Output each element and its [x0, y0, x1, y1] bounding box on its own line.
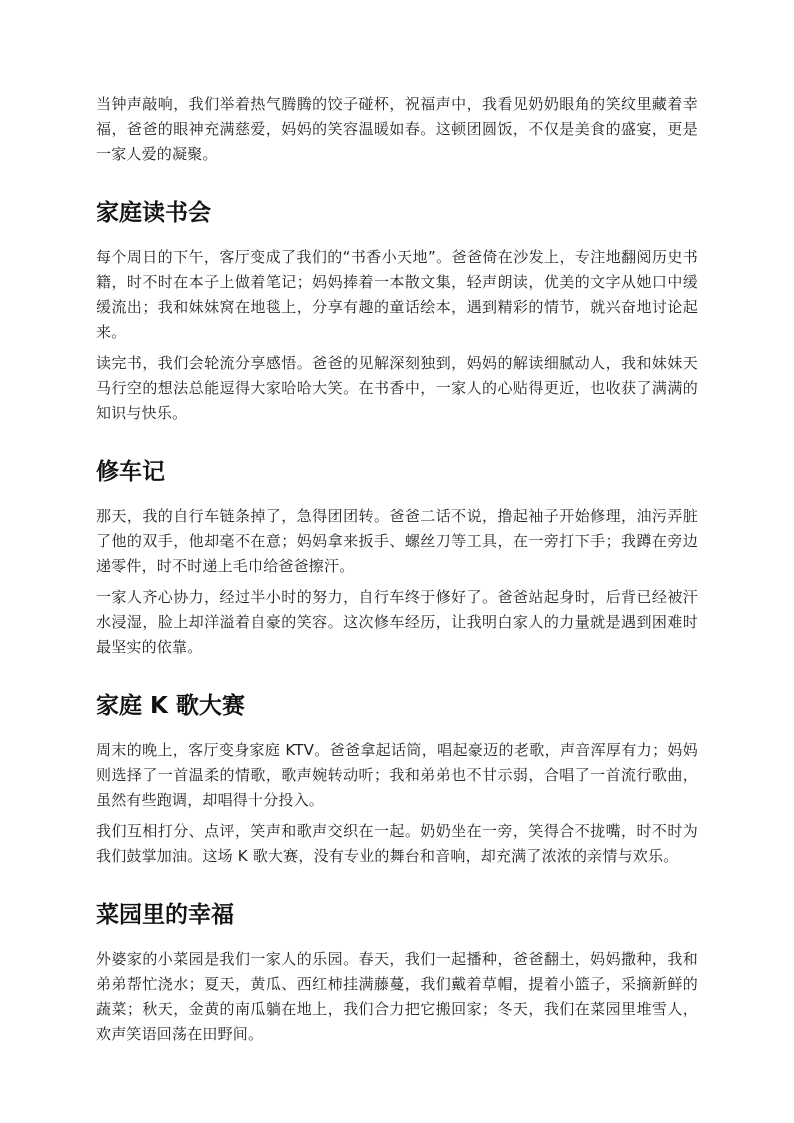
section-paragraph: 外婆家的小菜园是我们一家人的乐园。春天，我们一起播种，爸爸翻土，妈妈撒种，我和弟弟帮忙浇水；夏天，黄瓜、西红柿挂满藤蔓，我们戴着草帽，提着小篮子，采摘新鲜的蔬菜；秋天，金黄的南瓜躺在地上，我们合力把它搬回家；冬天，我们在菜园里堆雪人，欢声笑语回荡在田野间。 — [96, 950, 698, 1043]
section-heading: 家庭 K 歌大赛 — [96, 693, 245, 719]
section-paragraph: 我们互相打分、点评，笑声和歌声交织在一起。奶奶坐在一旁，笑得合不拢嘴，时不时为我们鼓掌加油。这场 K 歌大赛，没有专业的舞台和音响，却充满了浓浓的亲情与欢乐。 — [96, 822, 698, 865]
section-paragraph: 每个周日的下午，客厅变成了我们的“书香小天地”。爸爸倚在沙发上，专注地翻阅历史书籍，时不时在本子上做着笔记；妈妈捧着一本散文集，轻声朗读，优美的文字从她口中缓缓流出；我和妹妹窝在地毯上，分享有趣的童话绘本，遇到精彩的情节，就兴奋地讨论起来。 — [96, 248, 698, 341]
section-paragraph: 一家人齐心协力，经过半小时的努力，自行车终于修好了。爸爸站起身时，后背已经被汗水浸湿，脸上却洋溢着自豪的笑容。这次修车经历，让我明白家人的力量就是遇到困难时最坚实的依靠。 — [96, 588, 698, 656]
section-paragraph: 那天，我的自行车链条掉了，急得团团转。爸爸二话不说，撸起袖子开始修理，油污弄脏了他的双手，他却毫不在意；妈妈拿来扳手、螺丝刀等工具，在一旁打下手；我蹲在旁边递零件，时不时递上毛巾给爸爸擦汗。 — [96, 507, 698, 575]
section-paragraph: 读完书，我们会轮流分享感悟。爸爸的见解深刻独到，妈妈的解读细腻动人，我和妹妹天马行空的想法总能逗得大家哈哈大笑。在书香中，一家人的心贴得更近，也收获了满满的知识与快乐。 — [96, 354, 698, 422]
section-heading: 家庭读书会 — [96, 200, 211, 226]
section-vegetable-garden — [96, 899, 698, 1047]
section-karaoke-contest — [96, 690, 698, 869]
section-paragraph: 周末的晚上，客厅变身家庭 KTV。爸爸拿起话筒，唱起豪迈的老歌，声音浑厚有力；妈妈则选择了一首温柔的情歌，歌声婉转动听；我和弟弟也不甘示弱，合唱了一首流行歌曲，虽然有些跑调，却唱得十分投入。 — [96, 741, 698, 809]
intro-paragraph: 当钟声敲响，我们举着热气腾腾的饺子碰杯，祝福声中，我看见奶奶眼角的笑纹里藏着幸福，爸爸的眼神充满慈爱，妈妈的笑容温暖如春。这顿团圆饭，不仅是美食的盛宴，更是一家人爱的凝聚。 — [96, 95, 698, 163]
section-bike-repair — [96, 456, 698, 660]
section-heading: 菜园里的幸福 — [96, 902, 234, 928]
section-reading-club — [96, 197, 698, 426]
section-heading: 修车记 — [96, 459, 165, 485]
